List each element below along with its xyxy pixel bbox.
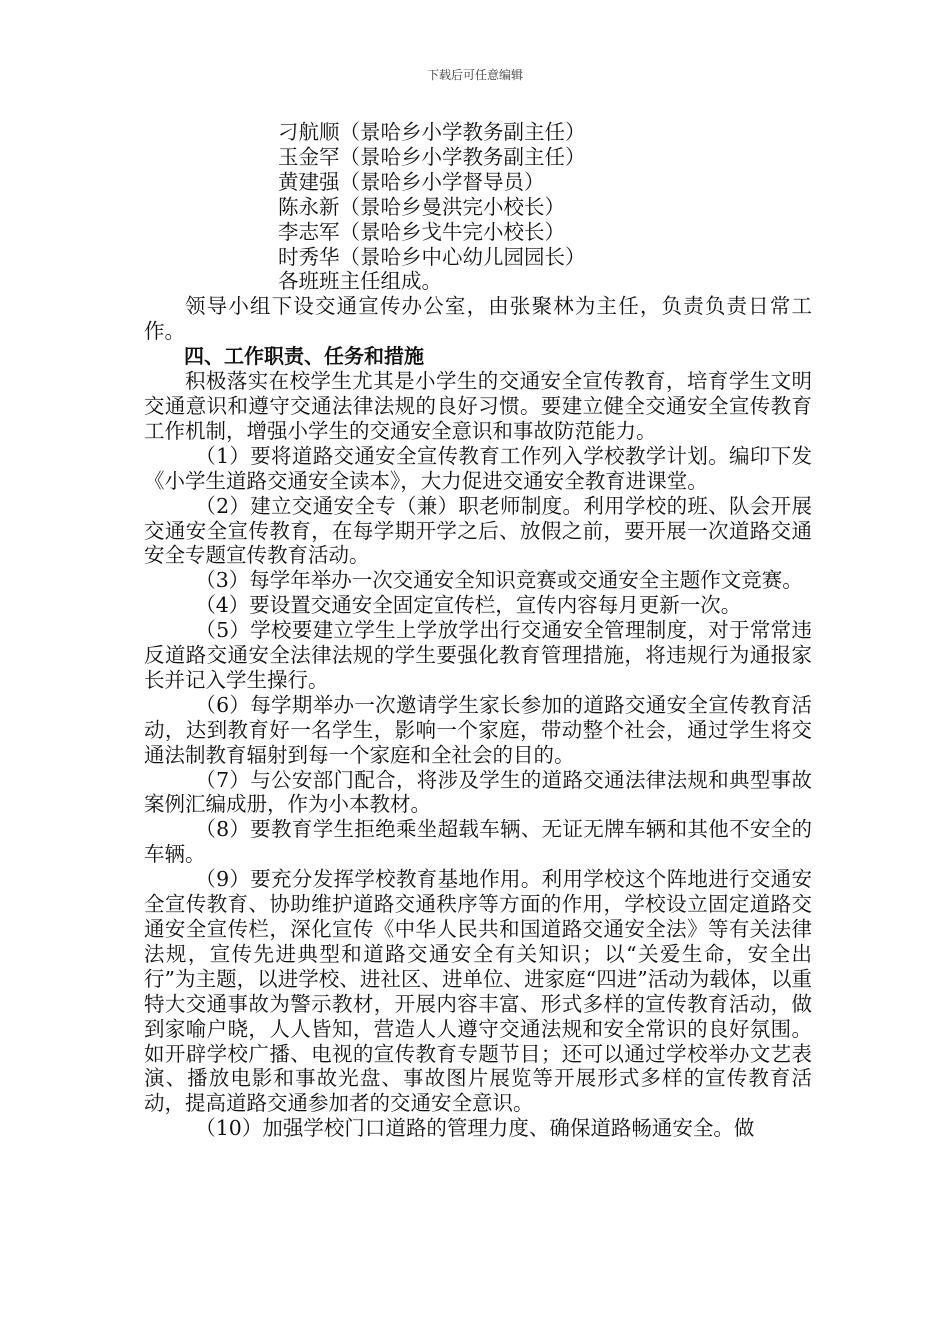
measure-item: （2）建立交通安全专（兼）职老师制度。利用学校的班、队会开展交通安全宣传教育，在每学期开学之后、放假之前，要开展一次道路交通安全专题宣传教育活动。	[144, 493, 812, 568]
member-line: 李志军（景哈乡戈牛完小校长）	[278, 219, 565, 244]
page-header-note: 下载后可任意编辑	[426, 68, 523, 82]
member-line: 陈永新（景哈乡曼洪完小校长）	[278, 194, 565, 219]
measure-item: （3）每学年举办一次交通安全知识竞赛或交通安全主题作文竞赛。	[195, 568, 803, 593]
member-line-closing: 各班班主任组成。	[278, 269, 442, 294]
measure-item: （1）要将道路交通安全宣传教育工作列入学校教学计划。编印下发《小学生道路交通安全读本》，大力促进交通安全教育进课堂。	[144, 443, 812, 493]
member-line: 刁航顺（景哈乡小学教务副主任）	[278, 120, 586, 144]
member-line: 黄建强（景哈乡小学督导员）	[278, 169, 545, 194]
section-heading: 四、工作职责、任务和措施	[184, 344, 424, 369]
measure-item: （7）与公安部门配合，将涉及学生的道路交通法律法规和典型事故案例汇编成册，作为小本教材。	[144, 767, 812, 817]
member-line: 玉金罕（景哈乡小学教务副主任）	[278, 144, 586, 169]
document-body	[144, 120, 812, 1141]
member-line: 时秀华（景哈乡中心幼儿园园长）	[278, 244, 586, 269]
measure-item: （4）要设置交通安全固定宣传栏，宣传内容每月更新一次。	[195, 593, 742, 618]
office-paragraph: 领导小组下设交通宣传办公室，由张聚林为主任，负责负责日常工作。	[144, 294, 812, 344]
measure-item: （5）学校要建立学生上学放学出行交通安全管理制度，对于常常违反道路交通安全法律法规的学生要强化教育管理措施，将违规行为通报家长并记入学生操行。	[144, 618, 812, 692]
section-intro: 积极落实在校学生尤其是小学生的交通安全宣传教育，培育学生文明交通意识和遵守交通法律法规的良好习惯。要建立健全交通安全宣传教育工作机制，增强小学生的交通安全意识和事故防范能力。	[144, 369, 812, 443]
member-list	[144, 120, 812, 294]
measure-item: （6）每学期举办一次邀请学生家长参加的道路交通安全宣传教育活动，达到教育好一名学生，影响一个家庭，带动整个社会，通过学生将交通法制教育辐射到每一个家庭和全社会的目的。	[144, 692, 812, 767]
measure-item: （10）加强学校门口道路的管理力度、确保道路畅通安全。做	[195, 1116, 755, 1141]
measure-item: （9）要充分发挥学校教育基地作用。利用学校这个阵地进行交通安全宣传教育、协助维护道路交通秩序等方面的作用，学校设立固定道路交通安全宣传栏，深化宣传《中华人民共和国道路交通安全法》等有关法律法规，宣传先进典型和道路交通安全有关知识；以“关爱生命，安全出行”为主题，以进学校、进社区、进单位、进家庭“四进”活动为载体，以重特大交通事故为警示教材，开展内容丰富、形式多样的宣传教育活动，做到家喻户晓，人人皆知，营造人人遵守交通法规和安全常识的良好氛围。如开辟学校广播、电视的宣传教育专题节目；还可以通过学校举办文艺表演、播放电影和事故光盘、事故图片展览等开展形式多样的宣传教育活动，提高道路交通参加者的交通安全意识。	[144, 867, 812, 1116]
measure-item: （8）要教育学生拒绝乘坐超载车辆、无证无牌车辆和其他不安全的车辆。	[144, 817, 812, 867]
